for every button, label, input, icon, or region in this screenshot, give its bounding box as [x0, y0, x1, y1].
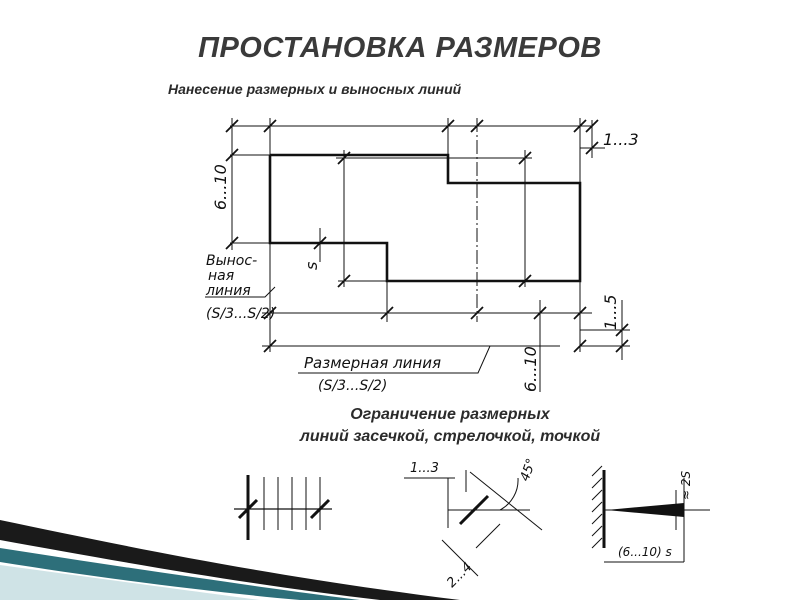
- label-arrow-6-10s: (6...10) s: [618, 545, 672, 559]
- arrowhead-icon: [606, 503, 684, 517]
- label-arrow-25: ≈ 2S: [679, 470, 693, 500]
- tick-mark-diagram: [234, 475, 332, 540]
- section-subtitle: Нанесение размерных и выносных линий: [168, 81, 462, 97]
- slash-angle-labels: [410, 457, 540, 591]
- main-part-drawing: [205, 118, 630, 392]
- caption-line-2: линий засечкой, стрелочкой, точкой: [299, 428, 601, 445]
- page-title: ПРОСТАНОВКА РАЗМЕРОВ: [198, 32, 602, 64]
- decorative-swoosh: [0, 520, 460, 600]
- label-6-10-left: 6...10: [211, 164, 230, 210]
- caption-line-1: Ограничение размерных: [350, 406, 550, 423]
- slash-angle-diagram: [404, 470, 542, 576]
- label-extension-3: линия: [206, 283, 251, 299]
- label-1-5: 1...5: [601, 294, 620, 330]
- label-extension-2: ная: [208, 268, 235, 284]
- label-extension-fraction: (S/3...S/2): [206, 306, 276, 322]
- label-dimension-fraction: (S/3...S/2): [318, 378, 388, 394]
- label-tick-2-4: 2...4: [444, 559, 476, 591]
- label-extension-1: Вынос-: [206, 253, 258, 269]
- label-s: s: [302, 261, 321, 270]
- label-angle: 45°: [517, 456, 540, 484]
- label-6-10-bottom: 6...10: [521, 346, 540, 392]
- label-1-3: 1...3: [603, 130, 639, 149]
- label-tick-1-3: 1...3: [410, 461, 439, 476]
- label-dimension-line: Размерная линия: [304, 354, 441, 372]
